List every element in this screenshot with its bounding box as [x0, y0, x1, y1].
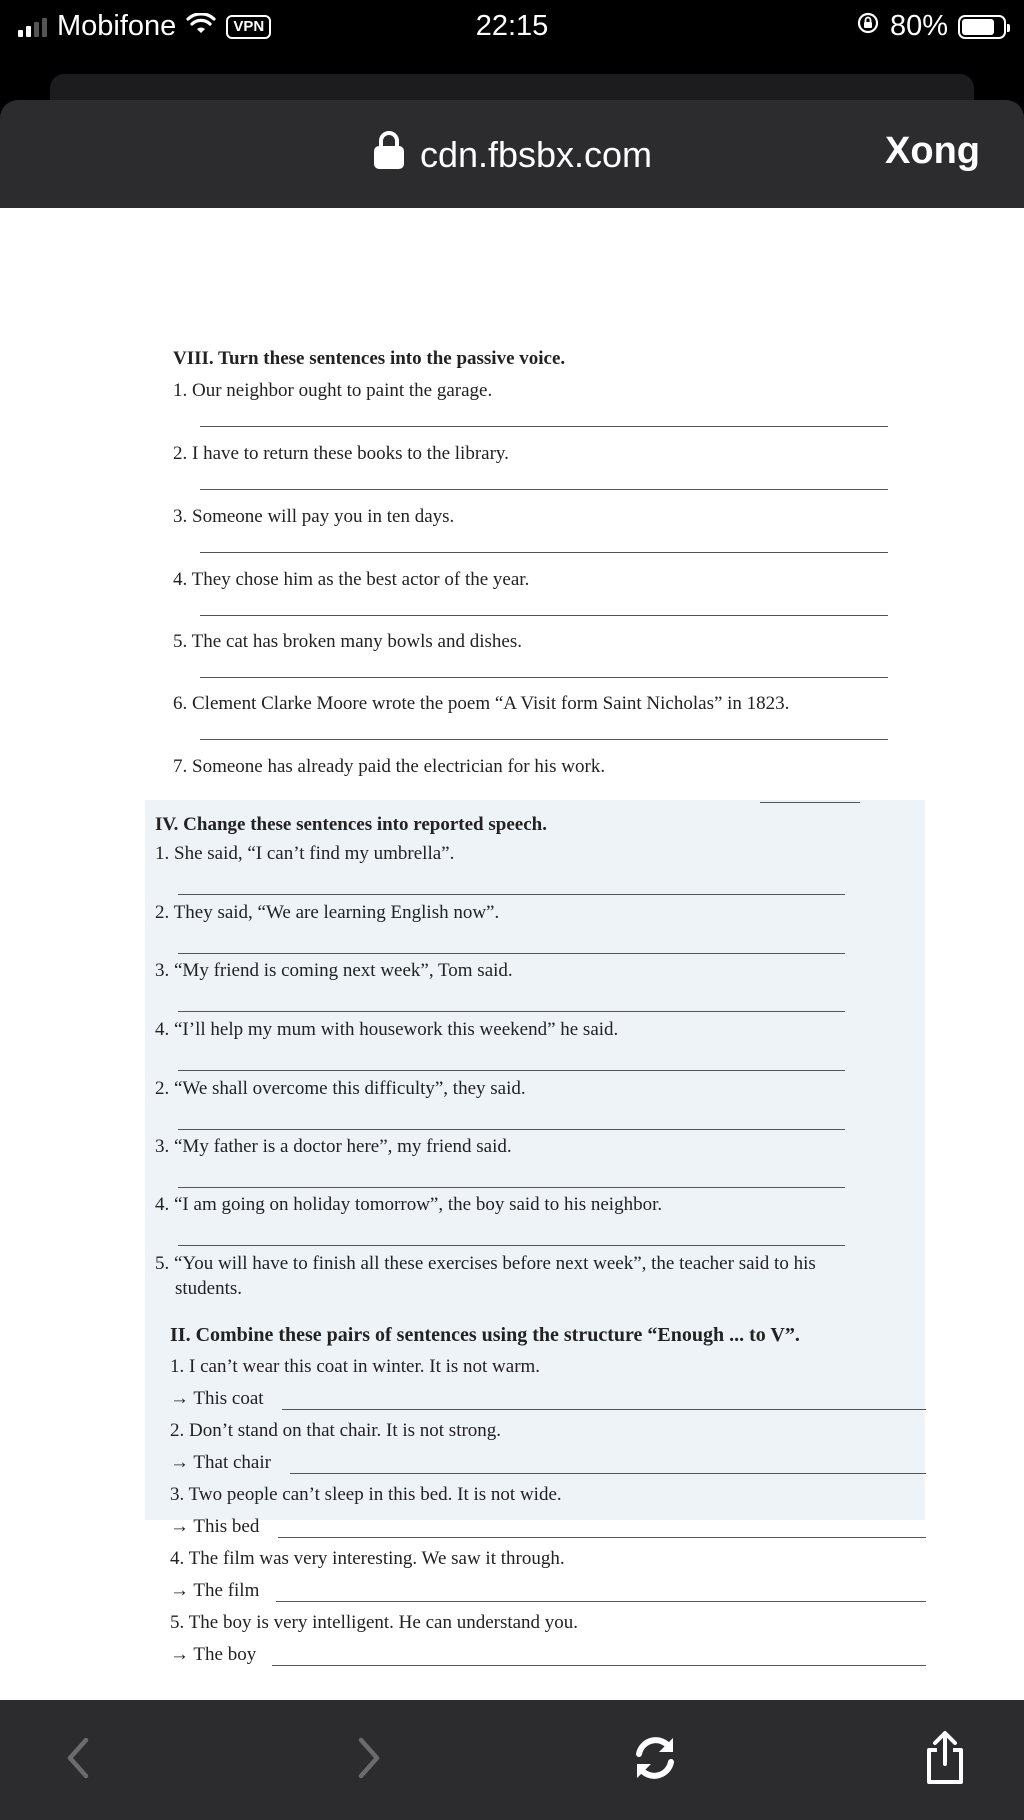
answer-line[interactable] [178, 953, 845, 954]
status-bar [0, 0, 1024, 60]
reported-item-6: 3. “My father is a doctor here”, my friend said. [155, 1136, 512, 1157]
answer-line[interactable] [178, 1129, 845, 1130]
answer-line[interactable] [178, 1070, 845, 1071]
passive-item-5: 5. The cat has broken many bowls and dishes. [173, 631, 522, 652]
enough-item-4: 4. The film was very interesting. We saw it through. [170, 1548, 565, 1569]
answer-line[interactable] [272, 1665, 926, 1666]
enough-item-2: 2. Don’t stand on that chair. It is not strong. [170, 1420, 502, 1441]
answer-line[interactable] [200, 489, 888, 490]
answer-line[interactable] [276, 1601, 926, 1602]
section-title-enough: II. Combine these pairs of sentences using the structure “Enough ... to V”. [170, 1324, 800, 1346]
enough-prompt-3: → This bed [170, 1516, 260, 1537]
answer-line[interactable] [200, 615, 888, 616]
reported-item-3: 3. “My friend is coming next week”, Tom said. [155, 960, 513, 981]
back-button[interactable] [47, 1728, 107, 1788]
battery-percent: 80% [889, 10, 948, 42]
section-title-passive: VIII. Turn these sentences into the passive voice. [173, 348, 566, 369]
answer-line[interactable] [200, 426, 888, 427]
answer-line[interactable] [178, 1011, 845, 1012]
passive-item-3: 3. Someone will pay you in ten days. [173, 506, 455, 527]
reload-icon [629, 1732, 681, 1784]
url-text: cdn.fbsbx.com [419, 133, 653, 175]
enough-prompt-1: → This coat [170, 1388, 264, 1409]
answer-line[interactable] [200, 677, 888, 678]
reported-item-8-cont: students. [175, 1278, 243, 1299]
chevron-left-icon [62, 1736, 92, 1780]
answer-line[interactable] [178, 1187, 845, 1188]
answer-line[interactable] [290, 1473, 926, 1474]
passive-item-1: 1. Our neighbor ought to paint the garage. [173, 380, 493, 401]
reported-item-7: 4. “I am going on holiday tomorrow”, the boy said to his neighbor. [155, 1194, 663, 1215]
bottom-toolbar [0, 1700, 1024, 1820]
passive-item-7: 7. Someone has already paid the electrician for his work. [173, 756, 606, 777]
passive-item-6: 6. Clement Clarke Moore wrote the poem “A Visit form Saint Nicholas” in 1823. [173, 693, 790, 714]
reported-item-8: 5. “You will have to finish all these exercises before next week”, the teacher said to his [155, 1253, 816, 1274]
orientation-lock-icon [856, 10, 880, 43]
answer-line[interactable] [278, 1537, 926, 1538]
reported-item-1: 1. She said, “I can’t find my umbrella”. [155, 843, 455, 864]
answer-line[interactable] [200, 552, 888, 553]
reported-item-2: 2. They said, “We are learning English now”. [155, 902, 500, 923]
enough-prompt-5: → The boy [170, 1644, 257, 1665]
worksheet-page [0, 208, 1024, 1700]
share-button[interactable] [915, 1728, 975, 1788]
reload-button[interactable] [625, 1728, 685, 1788]
clock: 22:15 [475, 10, 549, 42]
enough-item-3: 3. Two people can’t sleep in this bed. It is not wide. [170, 1484, 562, 1505]
enough-prompt-2: → That chair [170, 1452, 271, 1473]
answer-line[interactable] [178, 894, 845, 895]
enough-item-5: 5. The boy is very intelligent. He can understand you. [170, 1612, 579, 1633]
passive-item-4: 4. They chose him as the best actor of the year. [173, 569, 530, 590]
carrier-name: Mobifone [57, 10, 177, 42]
passive-item-2: 2. I have to return these books to the library. [173, 443, 509, 464]
chevron-right-icon [355, 1736, 385, 1780]
forward-button[interactable] [340, 1728, 400, 1788]
done-button[interactable]: Xong [885, 130, 980, 172]
vpn-badge: VPN [226, 15, 271, 39]
enough-item-1: 1. I can’t wear this coat in winter. It is not warm. [170, 1356, 541, 1377]
url-bar[interactable] [0, 130, 1024, 179]
lock-icon [372, 130, 406, 179]
reported-item-5: 2. “We shall overcome this difficulty”, they said. [155, 1078, 526, 1099]
reported-item-4: 4. “I’ll help my mum with housework this weekend” he said. [155, 1019, 619, 1040]
answer-line[interactable] [760, 802, 860, 803]
answer-line[interactable] [178, 1245, 845, 1246]
answer-line[interactable] [200, 739, 888, 740]
section-title-reported: IV. Change these sentences into reported speech. [155, 814, 547, 835]
browser-header [0, 100, 1024, 208]
battery-icon [958, 15, 1006, 39]
enough-prompt-4: → The film [170, 1580, 260, 1601]
answer-line[interactable] [282, 1409, 926, 1410]
document-viewer[interactable] [0, 208, 1024, 1700]
share-icon [923, 1730, 967, 1786]
